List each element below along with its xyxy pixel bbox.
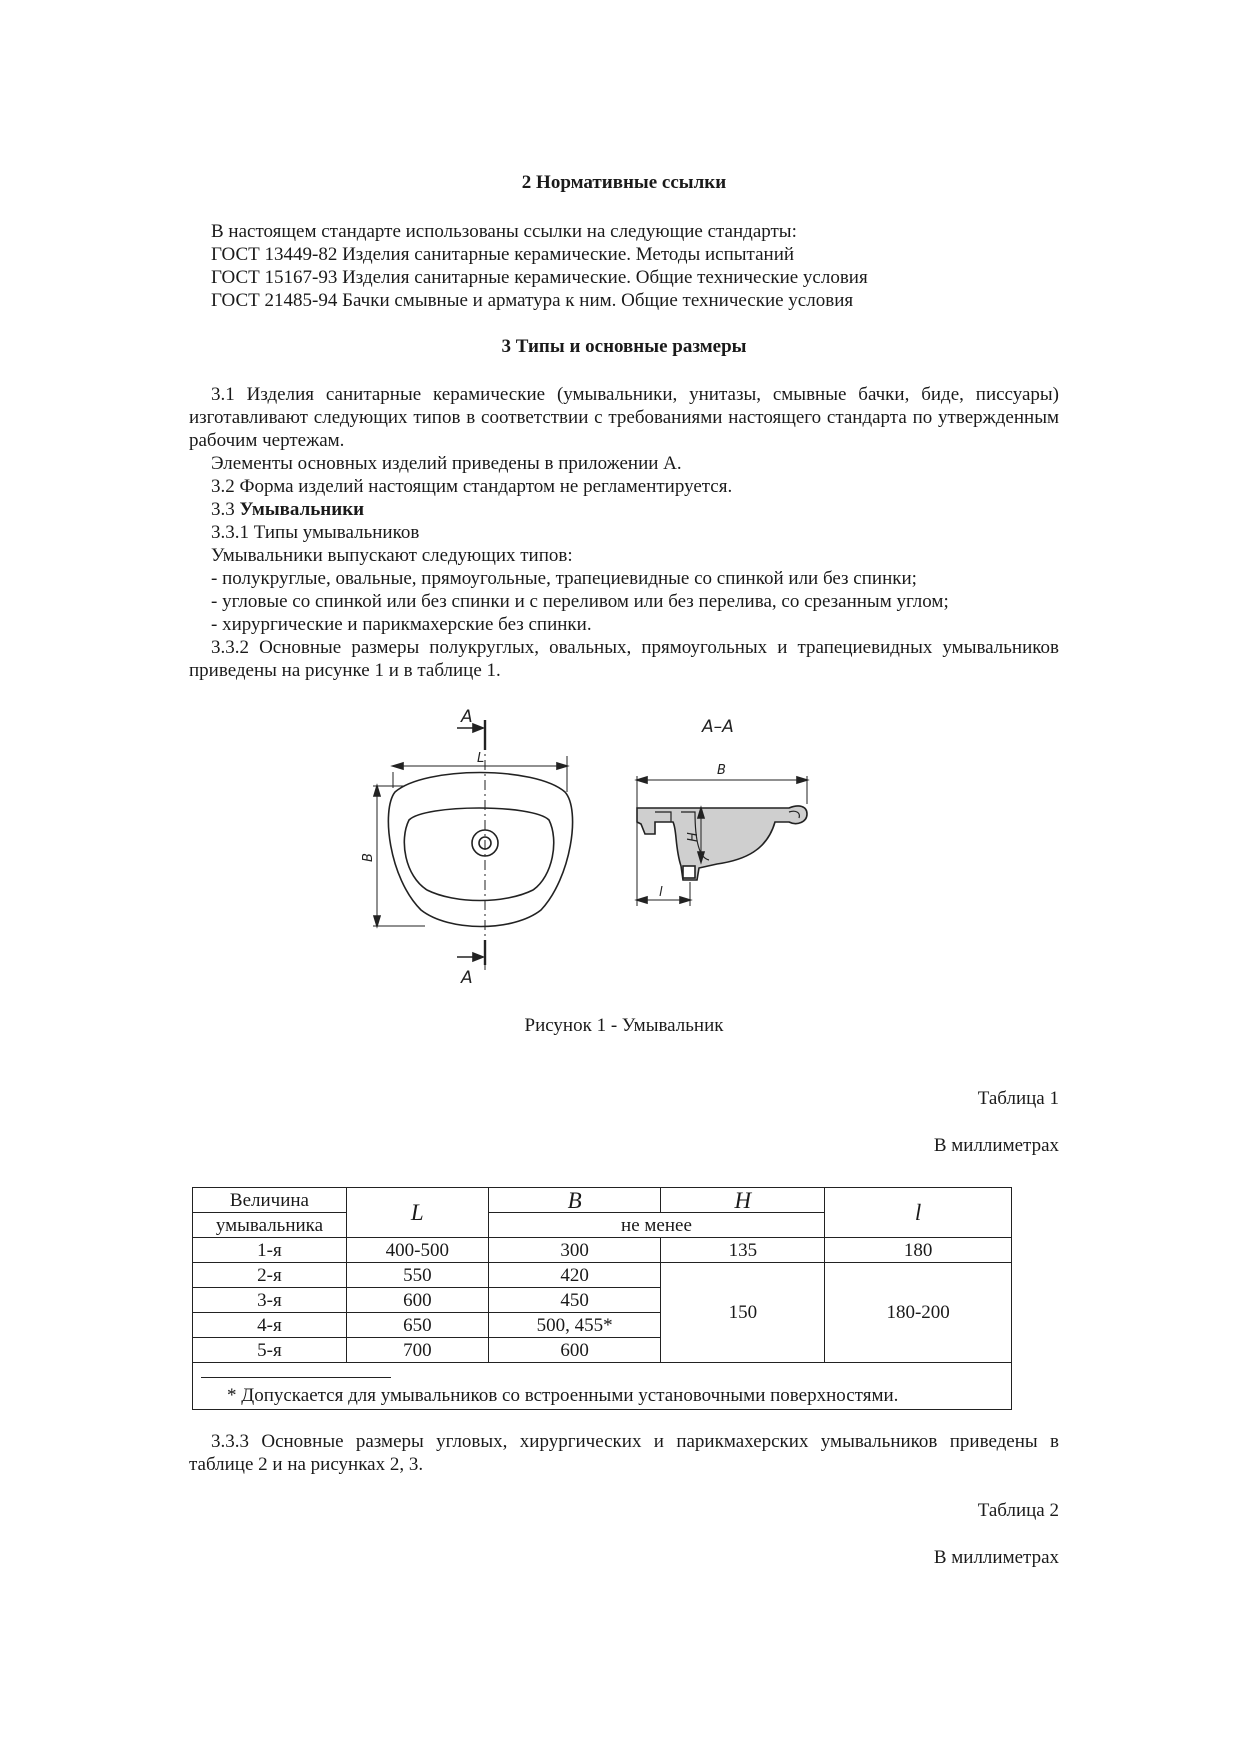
paragraph-3-1: 3.1 Изделия санитарные керамические (умывальники, унитазы, смывные бачки, биде, писсуары) изготавливают следующих типов в соответствии с требованиями настоящего стандарта по утвержденным рабочим чертежам. [189,384,1059,451]
cell-B: 600 [488,1338,661,1363]
references-intro: В настоящем стандарте использованы ссылки на следующие стандарты: [211,221,797,242]
dimension-H-label: Н [686,832,701,842]
cell-H-merged: 150 [661,1263,825,1363]
cell-l-merged: 180-200 [825,1263,1012,1363]
type-item: - полукруглые, овальные, прямоугольные, трапециевидные со спинкой или без спинки; [211,568,917,589]
table-row [193,1263,1012,1288]
dimension-B-section-label: В [717,763,726,778]
paragraph-3-3-3: 3.3.3 Основные размеры угловых, хирургических и парикмахерских умывальников приведены в таблице 2 и на рисунках 2, 3. [189,1431,1059,1475]
table-1 [192,1187,1012,1410]
section-mark-bottom-label: А [461,968,473,988]
cell-B: 450 [488,1288,661,1313]
cell-size: 5-я [193,1338,347,1363]
washbasin-drawing [361,700,875,1000]
paragraph-3-3 [211,498,364,521]
table-2-label: Таблица 2 [977,1500,1059,1521]
dimension-l-label: l [659,885,663,900]
header-B: B [488,1188,661,1213]
table-row [193,1238,1012,1263]
cell-L: 650 [346,1313,488,1338]
dimension-B-plan-label: В [361,853,376,862]
header-size-line1: Величина [193,1188,347,1213]
table-footnote: * Допускается для умывальников со встроенными установочными поверхностями. [227,1385,899,1406]
section-mark-top-label: А [461,707,473,727]
cell-B: 420 [488,1263,661,1288]
cell-L: 600 [346,1288,488,1313]
footnote-divider [201,1377,391,1378]
table-1-units: В миллиметрах [933,1135,1059,1156]
paragraph-elements: Элементы основных изделий приведены в приложении А. [211,453,682,474]
cell-B: 500, 455* [488,1313,661,1338]
cell-B: 300 [488,1238,661,1263]
reference-gost-13449: ГОСТ 13449-82 Изделия санитарные керамические. Методы испытаний [211,244,795,265]
table-1-label: Таблица 1 [977,1088,1059,1109]
paragraph-3-3-title: Умывальники [239,499,365,520]
figure-1-caption: Рисунок 1 - Умывальник [524,1015,724,1036]
cell-size: 1-я [193,1238,347,1263]
paragraph-3-3-1: 3.3.1 Типы умывальников [211,522,420,543]
paragraph-3-3-number: 3.3 [211,499,240,520]
basin-outline [388,773,572,927]
cell-L: 400-500 [346,1238,488,1263]
cell-L: 550 [346,1263,488,1288]
section-title-label: А–А [702,717,734,737]
header-l: l [825,1188,1012,1238]
reference-gost-15167: ГОСТ 15167-93 Изделия санитарные керамические. Общие технические условия [211,267,868,288]
type-item: - угловые со спинкой или без спинки и с переливом или без перелива, со срезанным углом; [211,591,949,612]
paragraph-3-2: 3.2 Форма изделий настоящим стандартом не регламентируется. [211,476,733,497]
cell-L: 700 [346,1338,488,1363]
section-profile [637,806,807,880]
cell-size: 3-я [193,1288,347,1313]
table-footnote-cell [193,1363,1012,1410]
paragraph-3-3-2: 3.3.2 Основные размеры полукруглых, овальных, прямоугольных и трапециевидных умывальников приведены на рисунке 1 и в таблице 1. [189,637,1059,681]
type-item: - хирургические и парикмахерские без спинки. [211,614,592,635]
header-H: H [661,1188,825,1213]
cell-H: 135 [661,1238,825,1263]
cell-size: 2-я [193,1263,347,1288]
cell-size: 4-я [193,1313,347,1338]
dimension-L-label: L [477,751,485,766]
header-not-less: не менее [488,1213,825,1238]
header-L: L [346,1188,488,1238]
reference-gost-21485: ГОСТ 21485-94 Бачки смывные и арматура к ним. Общие технические условия [211,290,854,311]
types-intro: Умывальники выпускают следующих типов: [211,545,573,566]
section-3-heading: 3 Типы и основные размеры [501,336,747,357]
table-2-units: В миллиметрах [933,1547,1059,1568]
cell-l: 180 [825,1238,1012,1263]
header-size-line2: умывальника [193,1213,347,1238]
section-2-heading: 2 Нормативные ссылки [521,172,727,193]
